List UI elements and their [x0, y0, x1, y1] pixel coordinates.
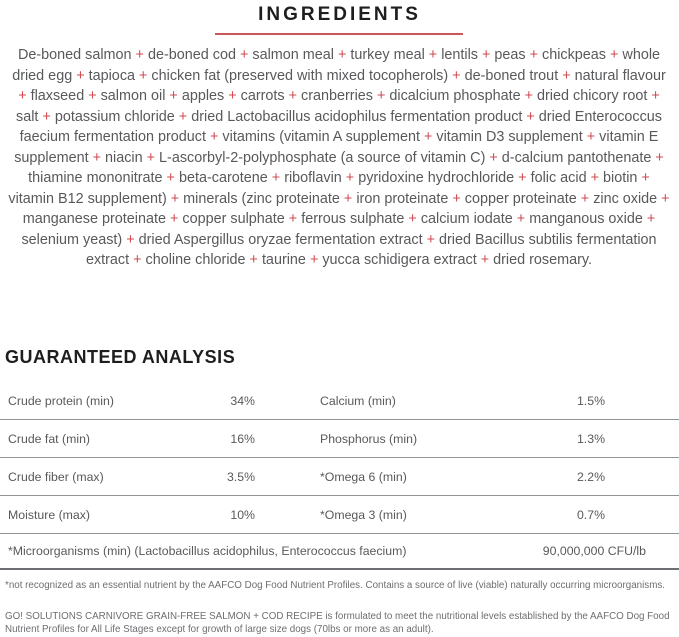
- plus-separator: +: [18, 88, 31, 104]
- plus-separator: +: [586, 170, 603, 186]
- ingredient-item: de-boned cod: [147, 47, 236, 63]
- analysis-right-pair: [320, 508, 605, 522]
- plus-separator: +: [284, 211, 302, 227]
- plus-separator: +: [305, 252, 323, 268]
- plus-separator: +: [142, 149, 160, 166]
- plus-separator: +: [477, 47, 495, 63]
- analysis-right-pair: [320, 432, 605, 446]
- plus-separator: +: [576, 190, 594, 207]
- analysis-label: Crude fat (min): [8, 431, 91, 446]
- ingredient-item: yucca schidigera extract: [322, 252, 477, 268]
- microorganisms-value: 90,000,000 CFU/lb: [542, 544, 646, 558]
- ingredient-item: dried rosemary.: [493, 252, 593, 268]
- ingredient-item: copper sulphate: [182, 211, 285, 227]
- ingredient-item: dicalcium phosphate: [389, 88, 521, 104]
- plus-separator: +: [637, 170, 650, 186]
- ingredient-item: ferrous sulphate: [301, 211, 405, 227]
- plus-separator: +: [131, 47, 148, 63]
- analysis-row: [0, 420, 679, 458]
- analysis-label: Calcium (min): [320, 393, 396, 408]
- analysis-value: 1.3%: [576, 431, 605, 446]
- plus-separator: +: [448, 190, 465, 207]
- analysis-value: 10%: [230, 507, 255, 522]
- ingredient-item: cranberries: [301, 88, 373, 104]
- plus-separator: +: [84, 88, 101, 104]
- ingredient-item: lentils: [441, 47, 478, 63]
- analysis-value: 34%: [230, 393, 255, 408]
- ingredient-item: folic acid: [530, 170, 587, 186]
- plus-separator: +: [520, 88, 538, 104]
- ingredient-item: carrots: [240, 88, 285, 104]
- plus-separator: +: [514, 170, 531, 186]
- plus-separator: +: [419, 129, 437, 145]
- ingredient-item: dried Lactobacillus acidophilus fermentation product: [191, 108, 523, 125]
- ingredient-item: natural flavour: [574, 67, 666, 84]
- ingredient-item: dried Aspergillus oryzae fermentation extract: [138, 231, 423, 248]
- ingredients-title: INGREDIENTS: [258, 4, 421, 25]
- analysis-value: 1.5%: [576, 393, 605, 408]
- plus-separator: +: [224, 88, 241, 104]
- ingredient-item: De-boned salmon: [17, 47, 132, 63]
- ingredient-item: thiamine mononitrate: [28, 170, 163, 186]
- ingredient-item: flaxseed: [30, 88, 85, 104]
- ingredient-item: manganese proteinate: [22, 211, 166, 227]
- analysis-left-pair: [8, 394, 255, 408]
- plus-separator: +: [657, 190, 670, 207]
- analysis-value: 16%: [230, 431, 255, 446]
- plus-separator: +: [424, 47, 442, 63]
- analysis-left-pair: [8, 432, 255, 446]
- ingredient-item: iron proteinate: [356, 190, 449, 207]
- plus-separator: +: [582, 129, 600, 145]
- ingredient-item: dried chicory root: [537, 88, 648, 104]
- analysis-right-pair: [320, 394, 605, 408]
- plus-separator: +: [235, 47, 253, 63]
- title-underline: [215, 33, 463, 35]
- analysis-left-pair: [8, 508, 255, 522]
- plus-separator: +: [476, 252, 494, 268]
- analysis-row: [0, 458, 679, 496]
- ingredient-item: turkey meal: [350, 47, 425, 63]
- ingredient-item: chicken fat (preserved with mixed tocopherols): [151, 67, 449, 84]
- plus-separator: +: [404, 211, 421, 227]
- ingredient-item: vitamin D3 supplement: [436, 129, 583, 145]
- plus-separator: +: [135, 67, 152, 84]
- ingredient-item: vitamin E supplement: [14, 129, 659, 166]
- plus-separator: +: [72, 67, 89, 84]
- plus-separator: +: [267, 170, 285, 186]
- ingredient-item: zinc oxide: [593, 190, 658, 207]
- analysis-label: Phosphorus (min): [320, 431, 418, 446]
- analysis-label: *Omega 6 (min): [320, 469, 407, 484]
- ingredient-item: niacin: [105, 149, 143, 166]
- plus-separator: +: [512, 211, 530, 227]
- ingredient-item: copper proteinate: [464, 190, 577, 207]
- ingredient-item: calcium iodate: [420, 211, 513, 227]
- formulation-footnote: GO! SOLUTIONS CARNIVORE GRAIN-FREE SALMON + COD RECIPE is formulated to meet the nutritional levels established by the AAFCO Dog Food Nutrient Profiles for All Life Stages except for growth of large size dogs (70lbs or more as an adult).: [5, 611, 670, 635]
- plus-separator: +: [339, 190, 357, 207]
- analysis-value: 0.7%: [576, 507, 605, 522]
- microorganisms-row: [0, 534, 679, 570]
- plus-separator: +: [485, 149, 502, 166]
- plus-separator: +: [606, 47, 623, 63]
- ingredient-item: whole dried egg: [12, 47, 661, 84]
- plus-separator: +: [206, 129, 223, 145]
- guaranteed-analysis-title: GUARANTEED ANALYSIS: [5, 347, 236, 367]
- ingredient-item: selenium yeast): [21, 231, 123, 248]
- ingredient-item: salt: [16, 108, 39, 125]
- aafco-asterisk-footnote: *not recognized as an essential nutrient by the AAFCO Dog Food Nutrient Profiles. Contains a source of live (viable) naturally occurring microorganisms.: [5, 580, 665, 591]
- plus-separator: +: [642, 211, 656, 227]
- analysis-left-pair: [8, 470, 255, 484]
- ingredient-item: riboflavin: [284, 170, 342, 186]
- analysis-label: Crude fiber (max): [8, 469, 104, 484]
- ingredient-item: apples: [181, 88, 225, 104]
- analysis-label: *Omega 3 (min): [320, 507, 407, 522]
- plus-separator: +: [162, 170, 179, 186]
- ingredient-item: pyridoxine hydrochloride: [358, 170, 515, 186]
- analysis-table: [0, 382, 679, 570]
- ingredient-item: chickpeas: [542, 47, 607, 63]
- ingredients-paragraph: [6, 45, 672, 271]
- plus-separator: +: [448, 67, 465, 84]
- plus-separator: +: [558, 67, 575, 84]
- plus-separator: +: [129, 252, 146, 268]
- analysis-row: [0, 382, 679, 420]
- ingredient-item: salmon oil: [100, 88, 166, 104]
- plus-separator: +: [525, 47, 543, 63]
- analysis-right-pair: [320, 470, 605, 484]
- ingredient-item: beta-carotene: [178, 170, 268, 186]
- analysis-label: Moisture (max): [8, 507, 90, 522]
- plus-separator: +: [422, 231, 439, 248]
- plus-separator: +: [166, 190, 184, 207]
- analysis-value: 2.2%: [576, 469, 605, 484]
- ingredient-item: choline chloride: [145, 252, 246, 268]
- plus-separator: +: [88, 149, 106, 166]
- analysis-rows: [0, 382, 679, 534]
- ingredient-item: minerals (zinc proteinate: [183, 190, 340, 207]
- ingredient-item: salmon meal: [252, 47, 334, 63]
- plus-separator: +: [165, 211, 183, 227]
- ingredient-item: potassium chloride: [54, 108, 175, 125]
- analysis-label: Crude protein (min): [8, 393, 114, 408]
- plus-separator: +: [284, 88, 302, 104]
- plus-separator: +: [651, 149, 664, 166]
- plus-separator: +: [245, 252, 262, 268]
- plus-separator: +: [522, 108, 539, 125]
- analysis-row: [0, 496, 679, 534]
- plus-separator: +: [341, 170, 359, 186]
- plus-separator: +: [373, 88, 390, 104]
- analysis-value: 3.5%: [226, 469, 255, 484]
- ingredient-item: vitamin B12 supplement): [8, 190, 167, 207]
- ingredient-item: tapioca: [88, 67, 136, 84]
- ingredient-item: vitamins (vitamin A supplement: [222, 129, 420, 145]
- ingredient-item: dried Bacillus subtilis fermentation extract: [85, 231, 657, 268]
- plus-separator: +: [38, 108, 55, 125]
- ingredient-item: manganous oxide: [529, 211, 643, 227]
- plus-separator: +: [174, 108, 192, 125]
- plus-separator: +: [333, 47, 351, 63]
- plus-separator: +: [165, 88, 182, 104]
- microorganisms-label: *Microorganisms (min) (Lactobacillus acidophilus, Enterococcus faecium): [8, 544, 407, 558]
- ingredient-item: dried Enterococcus faecium fermentation product: [19, 108, 662, 145]
- ingredient-item: biotin: [603, 170, 638, 186]
- ingredient-item: de-boned trout: [464, 67, 559, 84]
- ingredient-item: taurine: [261, 252, 306, 268]
- ingredient-item: L-ascorbyl-2-polyphosphate (a source of vitamin C): [159, 149, 486, 166]
- plus-separator: +: [647, 88, 660, 104]
- plus-separator: +: [122, 231, 139, 248]
- ingredient-item: d-calcium pantothenate: [501, 149, 652, 166]
- ingredient-item: peas: [494, 47, 526, 63]
